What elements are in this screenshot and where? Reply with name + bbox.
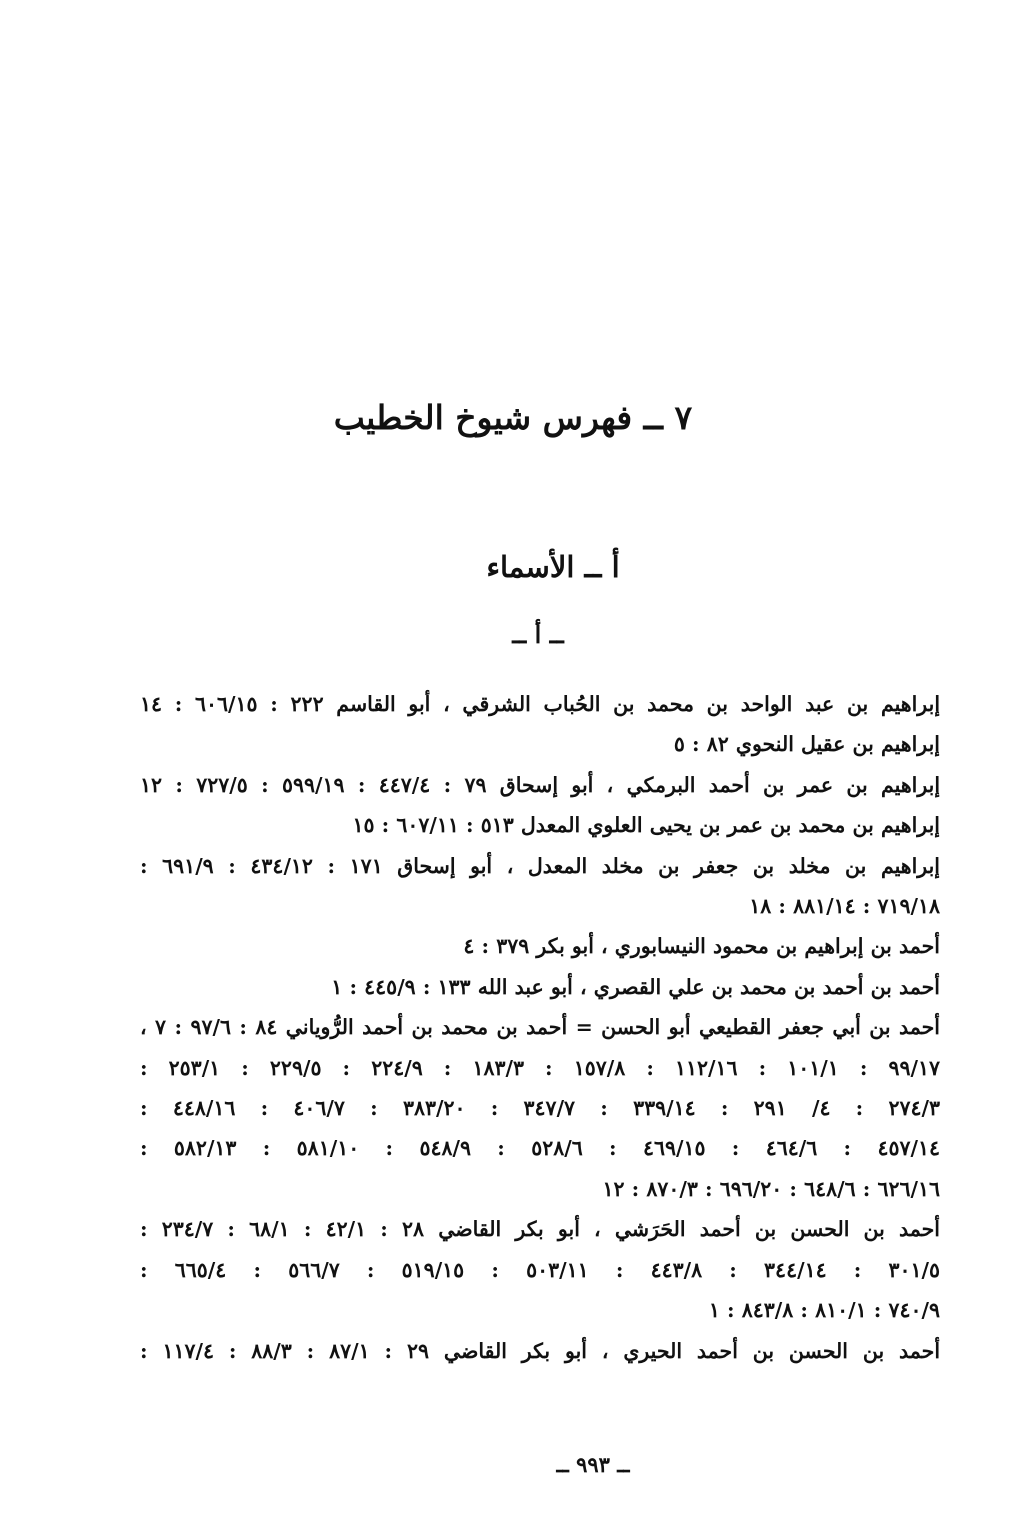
entry-line: إبراهيم بن عمر بن أحمد البرمكي ، أبو إسحاق ٧٩ : ٤٤٧/٤ : ٥٩٩/١٩ : ٧٢٧/٥ : ١٢ <box>140 772 940 797</box>
index-entry <box>140 684 940 724</box>
entry-line: أحمد بن الحسن بن أحمد الحَرَشي ، أبو بكر القاضي ٢٨ : ٤٢/١ : ٦٨/١ : ٢٣٤/٧ : <box>140 1217 940 1242</box>
index-entry <box>140 1209 940 1330</box>
entry-line: ٦٢٦/١٦ : ٦٤٨/٦ : ٦٩٦/٢٠ : ٨٧٠/٣ : ١٢ <box>602 1176 940 1201</box>
entry-line: أحمد بن أحمد بن محمد بن علي القصري ، أبو عبد الله ١٣٣ : ٤٤٥/٩ : ١ <box>331 974 940 999</box>
entry-line: إبراهيم بن محمد بن عمر بن يحيى العلوي المعدل ٥١٣ : ٦٠٧/١١ : ١٥ <box>352 813 940 838</box>
entry-line: إبراهيم بن عقيل النحوي ٨٢ : ٥ <box>673 732 940 757</box>
entry-line: ٤٥٧/١٤ : ٤٦٤/٦ : ٤٦٩/١٥ : ٥٢٨/٦ : ٥٤٨/٩ : ٥٨١/١٠ : ٥٨٢/١٣ : <box>140 1136 940 1161</box>
entry-line: ٩٩/١٧ : ١٠١/١ : ١١٢/١٦ : ١٥٧/٨ : ١٨٣/٣ : ٢٢٤/٩ : ٢٢٩/٥ : ٢٥٣/١ : <box>140 1055 940 1080</box>
entry-line: أحمد بن إبراهيم بن محمود النيسابوري ، أبو بكر ٣٧٩ : ٤ <box>463 934 940 959</box>
chapter-title: ٧ ــ فهرس شيوخ الخطيب <box>333 398 693 437</box>
index-entries <box>140 684 940 1371</box>
index-entry <box>140 805 940 845</box>
index-entry <box>140 1331 940 1371</box>
entry-line: إبراهيم بن عبد الواحد بن محمد بن الحُباب الشرقي ، أبو القاسم ٢٢٢ : ٦٠٦/١٥ : ١٤ <box>140 692 940 716</box>
entry-line: أحمد بن أبي جعفر القطيعي أبو الحسن = أحمد بن محمد بن أحمد الرُّوياني ٨٤ : ٩٧/٦ : ٧ ، <box>140 1015 940 1040</box>
entry-line: ٧١٩/١٨ : ٨٨١/١٤ : ١٨ <box>749 894 940 919</box>
index-entry <box>140 967 940 1007</box>
entry-line: إبراهيم بن مخلد بن جعفر بن مخلد المعدل ، أبو إسحاق ١٧١ : ٤٣٤/١٢ : ٦٩١/٩ : <box>140 853 940 878</box>
page-number: ــ ٩٩٣ ــ <box>556 1452 630 1477</box>
index-entry <box>140 1007 940 1209</box>
index-entry <box>140 846 940 927</box>
entry-line: ٣٠١/٥ : ٣٤٤/١٤ : ٤٤٣/٨ : ٥٠٣/١١ : ٥١٩/١٥ : ٥٦٦/٧ : ٦٦٥/٤ : <box>140 1257 940 1282</box>
section-title: أ ــ الأسماء <box>486 550 620 584</box>
entry-line: ٢٧٤/٣ : ٤/ ٢٩١ : ٣٣٩/١٤ : ٣٤٧/٧ : ٣٨٣/٢٠ : ٤٠٦/٧ : ٤٤٨/١٦ : <box>140 1096 940 1121</box>
letter-heading: ــ أ ــ <box>512 620 564 649</box>
index-entry <box>140 926 940 966</box>
entry-line: أحمد بن الحسن بن أحمد الحيري ، أبو بكر القاضي ٢٩ : ٨٧/١ : ٨٨/٣ : ١١٧/٤ : <box>140 1338 940 1363</box>
index-entry <box>140 765 940 805</box>
index-entry <box>140 724 940 764</box>
entry-line: ٧٤٠/٩ : ٨١٠/١ : ٨٤٣/٨ : ١ <box>708 1298 940 1323</box>
